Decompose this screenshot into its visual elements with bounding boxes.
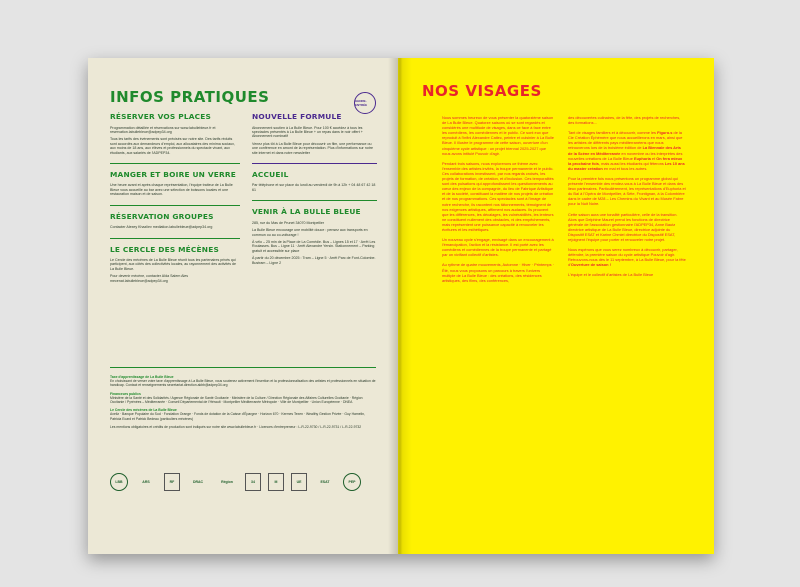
region-logo-icon: Région — [221, 480, 233, 484]
divider — [252, 163, 377, 164]
section-reserver — [110, 113, 240, 155]
taxe-block — [110, 375, 376, 388]
financeurs-text: Ministère de la Santé et des Solidarités / Agence Régionale de Santé Occitanie · Ministère de la Culture / Direction Régionale des Affaires Culturelles Occitanie · Région Occitanie / Pyrénées – Méditerranée · Conseil Départemental de l'Hérault · Montpellier Méditerranée Métropole · Ville de Montpellier · Union Européenne · DNEA — [110, 395, 363, 405]
section-heading: MANGER ET BOIRE UN VERRE — [110, 169, 237, 179]
page-title: NOS VISAGES — [422, 82, 542, 100]
section-heading: ACCUEIL — [252, 169, 289, 179]
paragraph: Par téléphone et sur place du lundi au vendredi de 9h à 12h + 04 48 67 42 18 61 — [252, 183, 376, 192]
taxe-heading: Taxe d'apprentissage de La Bulle Bleue — [110, 375, 174, 379]
esat-logo-icon: ESAT — [320, 480, 330, 484]
eu-flag-icon: UE — [291, 473, 307, 491]
cercle-text: Axeliz · Banque Populaire du Sud · Fondation Orange · Fonds de dotation de la Caisse d'Épargne · Horizon 670 · Kermes Texen · Wealthy Gestion Privée · Guy Hamelin, Patricia Ecard et Patrick Bedeau (particuliers mécènes) — [110, 412, 365, 421]
mentions: Les mentions obligatoires et crédits de production sont indiqués sur notre site www.labullebleue.fr · Licences d'entrepreneur : L-R-22-9730 / L-R-22-9731 / L-R-22-9732 — [110, 424, 362, 429]
lbb-logo-icon: LBB — [110, 473, 128, 491]
paragraph: Programmation détaillée et réservations sur www.labullebleue.fr et reservation.labullebleue@adpep34.org — [110, 125, 216, 134]
section-heading: LE CERCLE DES MÉCÈNES — [110, 244, 219, 254]
left-page — [88, 58, 398, 554]
paragraph: Tous les tarifs des événements sont précisés sur notre site. Des tarifs réduits sont accordés aux demandeurs d'emploi, aux allocataires des minima sociaux, aux moins de 18 ans, aux élèves et professionnels du spectacle vivant, aux étudiants, aux salariés de l'ADPEP34. — [110, 137, 235, 155]
page-title: INFOS PRATIQUES — [110, 88, 270, 106]
paragraph: des découvertes culinaires, de la fête, des projets de recherches, des formations… — [568, 115, 681, 126]
footer-info — [110, 364, 376, 433]
text-column-2 — [568, 115, 686, 283]
divider — [252, 200, 377, 201]
paragraph: Au rythme de quatre mouvements, Automne · Hiver · Printemps · Été, nous vous proposons un parcours à travers l'univers multiple de La Bulle Bleue : des créations, des résidences artistiques, des films, des conférences, — [442, 262, 555, 283]
divider — [110, 367, 376, 368]
montpellier-logo-icon: M — [268, 473, 284, 491]
cercle-block — [110, 408, 376, 421]
divider — [110, 163, 240, 164]
address: 285, rue du Mas de Prunet 34070 Montpellier — [252, 220, 325, 225]
cercle-heading: Le Cercle des mécènes de La Bulle Bleue — [110, 408, 177, 413]
paragraph: Nous sommes heureux de vous présenter la quatorzième saison de La Bulle Bleue. Quatorze saisons où se sont regardés et considérés une multitude de visages, dans ce face à face entre les comédiens, les comédiennes et le public. Ce sont eux que reproduit à l'infini Alexandre Catlec, peintre et cuisinier à La Bulle Bleue. Il illustre le programme de cette saison, ouverture d'un cinquième cycle artistique : un projet triennal 2025-2027 que nous avons intitulé Pouvoir d'agir. — [442, 115, 554, 156]
text-column-1 — [442, 115, 554, 288]
section-manger — [110, 171, 240, 197]
paragraph: La Bulle Bleue encourage une mobilité douce : pensez aux transports en commun ou au co-voiturage ! — [252, 228, 368, 237]
right-column — [252, 113, 377, 273]
section-heading: VENIR À LA BULLE BLEUE — [252, 207, 361, 217]
paragraph: À partir du 20 décembre 2025 : Tram – Ligne 5 · Arrêt Parc de Font-Colombe. Bustram – Ligne 2 — [252, 256, 376, 265]
paragraph: Un nouveau cycle s'engage, envisagé dans un encouragement à l'émancipation, l'action et la résistance. Il est porté avec les comédiens et comédiennes de la troupe permanente et partagé par un vivifiant collectif d'artistes. — [442, 237, 554, 258]
taxe-text: En choisissant de verser votre taxe d'apprentissage à La Bulle Bleue, vous soutenez activement l'insertion et la professionnalisation des artistes et professionnels en situation de handicap. Contact et renseignements secretariat.direction.akbb@adpep34.org — [110, 379, 376, 388]
paragraph: Pour la première fois nous présentons un programme global qui présente l'ensemble des rendez-vous à La Bulle Bleue et dans des lieux partenaires. Particulièrement, les représentations d'Euphoria et du Bal à l'Opéra de Montpellier, à Sète, Frontignan, à la Colombière dans le cadre de M28 – Les Chemins du Vivant et au Musée Fabre pour la Nuit Noire. — [568, 175, 686, 207]
section-groupes — [110, 213, 240, 230]
divider — [110, 238, 240, 239]
paragraph: Pour devenir mécène, contacter Aïda Salem Ales mecenat.labullebleue@adpep34.org — [110, 274, 189, 283]
signature: L'équipe et le collectif d'artistes de La Bulle Bleue — [568, 272, 654, 278]
paragraph: À vélo – 25 min de la Place de La Comédie. Bus – Lignes 15 et 17 · Arrêt Les Roulasses. Bus – Ligne 11 · Arrêt Alexandre Yersin. Stationnement – Parking gratuit et accessible sur place — [252, 239, 376, 253]
ars-logo-icon: ARS — [142, 480, 150, 484]
section-venir — [252, 208, 377, 265]
paragraph: Venez plus tôt à La Bulle Bleue pour découvrir un film, une performance ou une conférence en amont de la représentation. Plus d'informations sur notre site internet et dans notre newsletter — [252, 141, 373, 155]
paragraph: Contacter Alexey Khazliev mediation.labullebleue@adpep34.org — [110, 225, 213, 230]
stamp-label: GENRE-ENTRÉE — [355, 99, 368, 107]
paragraph-visages: Tant de visages familiers et à découvrir, comme les Figuro.s de la Cie Création Éphémère que nous accueillerons en mars, ainsi que les artistes de différents pays méditerranéens que nous retrouverons lors de la troisième édition de La Biennale des Arts de la Scène en Méditerranée en novembre ou les interprètes des nouvelles créations de La Bulle Bleue Euphoria et On fera mieux la prochaine fois, mais aussi les étudiants qui fêterons Les 10 ans du master création en mai et tous les autres. — [568, 130, 685, 171]
paragraph: Abonnement soutien à La Bulle Bleue. Pour 100 € accédez à tous les spectacles présentés à La Bulle Bleue + un repas dans le noir offert + Abonnement nominatif — [252, 125, 363, 139]
right-page — [398, 58, 714, 554]
paragraph: Le Cercle des mécènes de La Bulle Bleue réunit tous les partenaires privés qui participent, aux côtés des collectivités locales, au rayonnement des activités de La Bulle Bleue. — [110, 258, 237, 271]
section-accueil — [252, 171, 377, 192]
republique-logo-icon: RF — [164, 473, 180, 491]
financeurs-block — [110, 392, 376, 405]
paragraph: Pendant trois saisons, nous explorerons ce thème avec l'ensemble des artistes invités, la troupe permanente et le public. Ces collaborations investissent, par nos regards croisés, les projets de formation, de création, et d'inclusion. Ces temporalités sont des pulsations qui approfondissent les questionnements au cœur des enjeux de la compagnie, du lieu de Fabrique Artistique et de la société, constituant la matière de nos projets de création et de nos programmations. Ces spectacles sont à l'image de notre recherche, ils racontent nos tâtonnements, témoignent de nos exigences artistiques, affirment nos audaces. Ils prouvent que les différences, les décalages, les vulnérabilités, les lenteurs ne constituent nullement des obstacles, ni des empêchements, mais représentent une puissance capacité à renouveler les écritures et les esthétiques. — [442, 160, 554, 232]
paragraph: Une heure avant et après chaque représentation, l'équipe traiteur de La Bulle Bleue vous accueille au bar avec une sélection de boissons locales et une restauration maison et de saison. — [110, 183, 233, 197]
divider — [110, 205, 240, 206]
section-heading: RÉSERVATION GROUPES — [110, 211, 214, 221]
genre-stamp-icon — [354, 92, 376, 114]
section-heading: NOUVELLE FORMULE — [252, 112, 342, 121]
section-heading: RÉSERVER VOS PLACES — [110, 112, 212, 121]
left-column — [110, 113, 240, 291]
paragraph: Cette saison aura une tonalité particulière, celle de la transition. Alors que Delphine Maurel prend les fonctions de directrice générale de l'association gestionnaire l'ADPEP34, Anne Bautz directrice artistique de La Bulle Bleue, directrice adjointe du Dispositif ESAT et Karine Chmiel directrice du Dispositif ESAT, rejoignent l'équipe pour porter et renouveler notre projet. — [568, 211, 678, 242]
financeurs-heading: Financeurs publics — [110, 391, 141, 396]
brochure-spread — [88, 58, 714, 554]
section-formule — [252, 113, 377, 155]
paragraph-ouverture: Nous espérons que vous serez nombreux à découvrir, partager, défendre, la première saison du cycle artistique Pouvoir d'agir. Retrouvons-nous dès le 11 septembre, à La Bulle Bleue, pour la fête d'Ouverture de saison ! — [568, 247, 686, 268]
section-mecenes — [110, 246, 240, 284]
drac-logo-icon: DRAC — [192, 480, 204, 484]
partner-logos — [110, 471, 376, 493]
pep-logo-icon: PEP — [343, 473, 361, 491]
herault-logo-icon: 34 — [245, 473, 261, 491]
